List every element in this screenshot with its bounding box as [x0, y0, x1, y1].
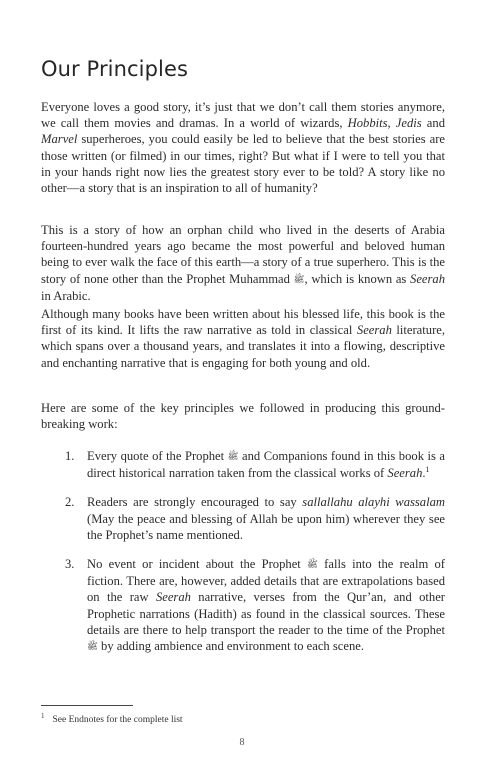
item-text: (May the peace and blessing of Allah be upon him) wherever they see the Prophet’s name mentioned.: [87, 511, 445, 542]
salutation-symbol: ﷺ: [227, 452, 239, 462]
item-number: 3.: [65, 557, 75, 572]
item-text: No event or incident about the Prophet: [87, 557, 308, 572]
item-seerah: Seerah: [155, 590, 191, 605]
footnote-divider: [41, 705, 133, 706]
p2-text-b: , which is known as: [304, 271, 411, 286]
p3-text-b: literature, which spans over a thousand years, and translates it into a flowing, descriptive and enchanting narrative that is engaging for both young and old.: [41, 323, 445, 370]
page-title: Our Principles: [41, 57, 189, 81]
salutation-symbol: ﷺ: [87, 642, 98, 653]
story-paragraph: [41, 222, 445, 304]
item-text: Every quote of the Prophet: [87, 449, 228, 463]
footnote-mark: 1: [41, 712, 45, 720]
principle-item: [41, 448, 445, 481]
item-text: .: [422, 466, 426, 481]
p1-text-a: Everyone loves a good story, it’s just that we don’t call them stories anymore, we call them movies and dramas. In a world of wizards,: [41, 100, 445, 131]
book-paragraph: [41, 306, 445, 371]
item-text: falls into the realm of fiction. There are, however, added details that are extrapolations based on the raw: [87, 557, 446, 605]
principles-intro: Here are some of the key principles we followed in producing this ground-breaking work:: [41, 401, 445, 432]
p2-text-c: in Arabic.: [41, 288, 91, 303]
p3-text-a: Although many books have been written about his blessed life, this book is the first of its kind. It lifts the raw narrative as told in classical: [41, 307, 445, 338]
intro-paragraph: [41, 99, 445, 196]
page-number: 8: [239, 737, 245, 748]
item-italic: sallallahu alayhi wassalam: [302, 495, 445, 510]
principle-item: [41, 556, 445, 655]
item-text: and Companions found in this book is a direct historical narration taken from the classical works of: [87, 449, 445, 481]
footnote-ref: 1: [425, 465, 430, 475]
item-number: 2.: [65, 495, 75, 510]
principle-item: [41, 494, 445, 543]
p1-marvel: Marvel: [41, 132, 78, 147]
footnote-text: See Endnotes for the complete list: [52, 715, 183, 726]
principles-list: [41, 448, 445, 655]
p1-comma: ,: [387, 116, 396, 131]
p3-seerah: Seerah: [356, 323, 392, 338]
p2-text-a: This is a story of how an orphan child who lived in the deserts of Arabia fourteen-hundred years ago became the most powerful and beloved human being to ever walk the face of this earth—a story of a true superhero. This is the story of none other than the Prophet Muhammad: [41, 223, 445, 286]
p1-jedis: Jedis: [395, 116, 422, 131]
salutation-symbol: ﷺ: [307, 560, 318, 571]
p1-hobbits: Hobbits: [347, 116, 388, 131]
item-number: 1.: [65, 449, 75, 463]
p1-and: and: [421, 116, 445, 131]
item-text: narrative, verses from the Qur’an, and other Prophetic narrations (Hadith) as found in the classical sources. These details are there to help transport the reader to the time of the Prophet: [87, 590, 445, 637]
item-seerah: Seerah: [387, 466, 423, 481]
footnote: [41, 712, 183, 725]
item-text: by adding ambience and environment to each scene.: [97, 639, 364, 654]
item-text: Readers are strongly encouraged to say: [87, 495, 303, 510]
salutation-symbol: ﷺ: [293, 274, 305, 285]
p2-seerah: Seerah: [410, 271, 446, 286]
p1-text-b: superheroes, you could easily be led to believe that the best stories are those written (or filmed) in our times, right? But what if I were to tell you that in your hands right now lies the greatest story ever to be told? A story like no other—a story that is an inspiration to all of humanity?: [41, 132, 445, 196]
